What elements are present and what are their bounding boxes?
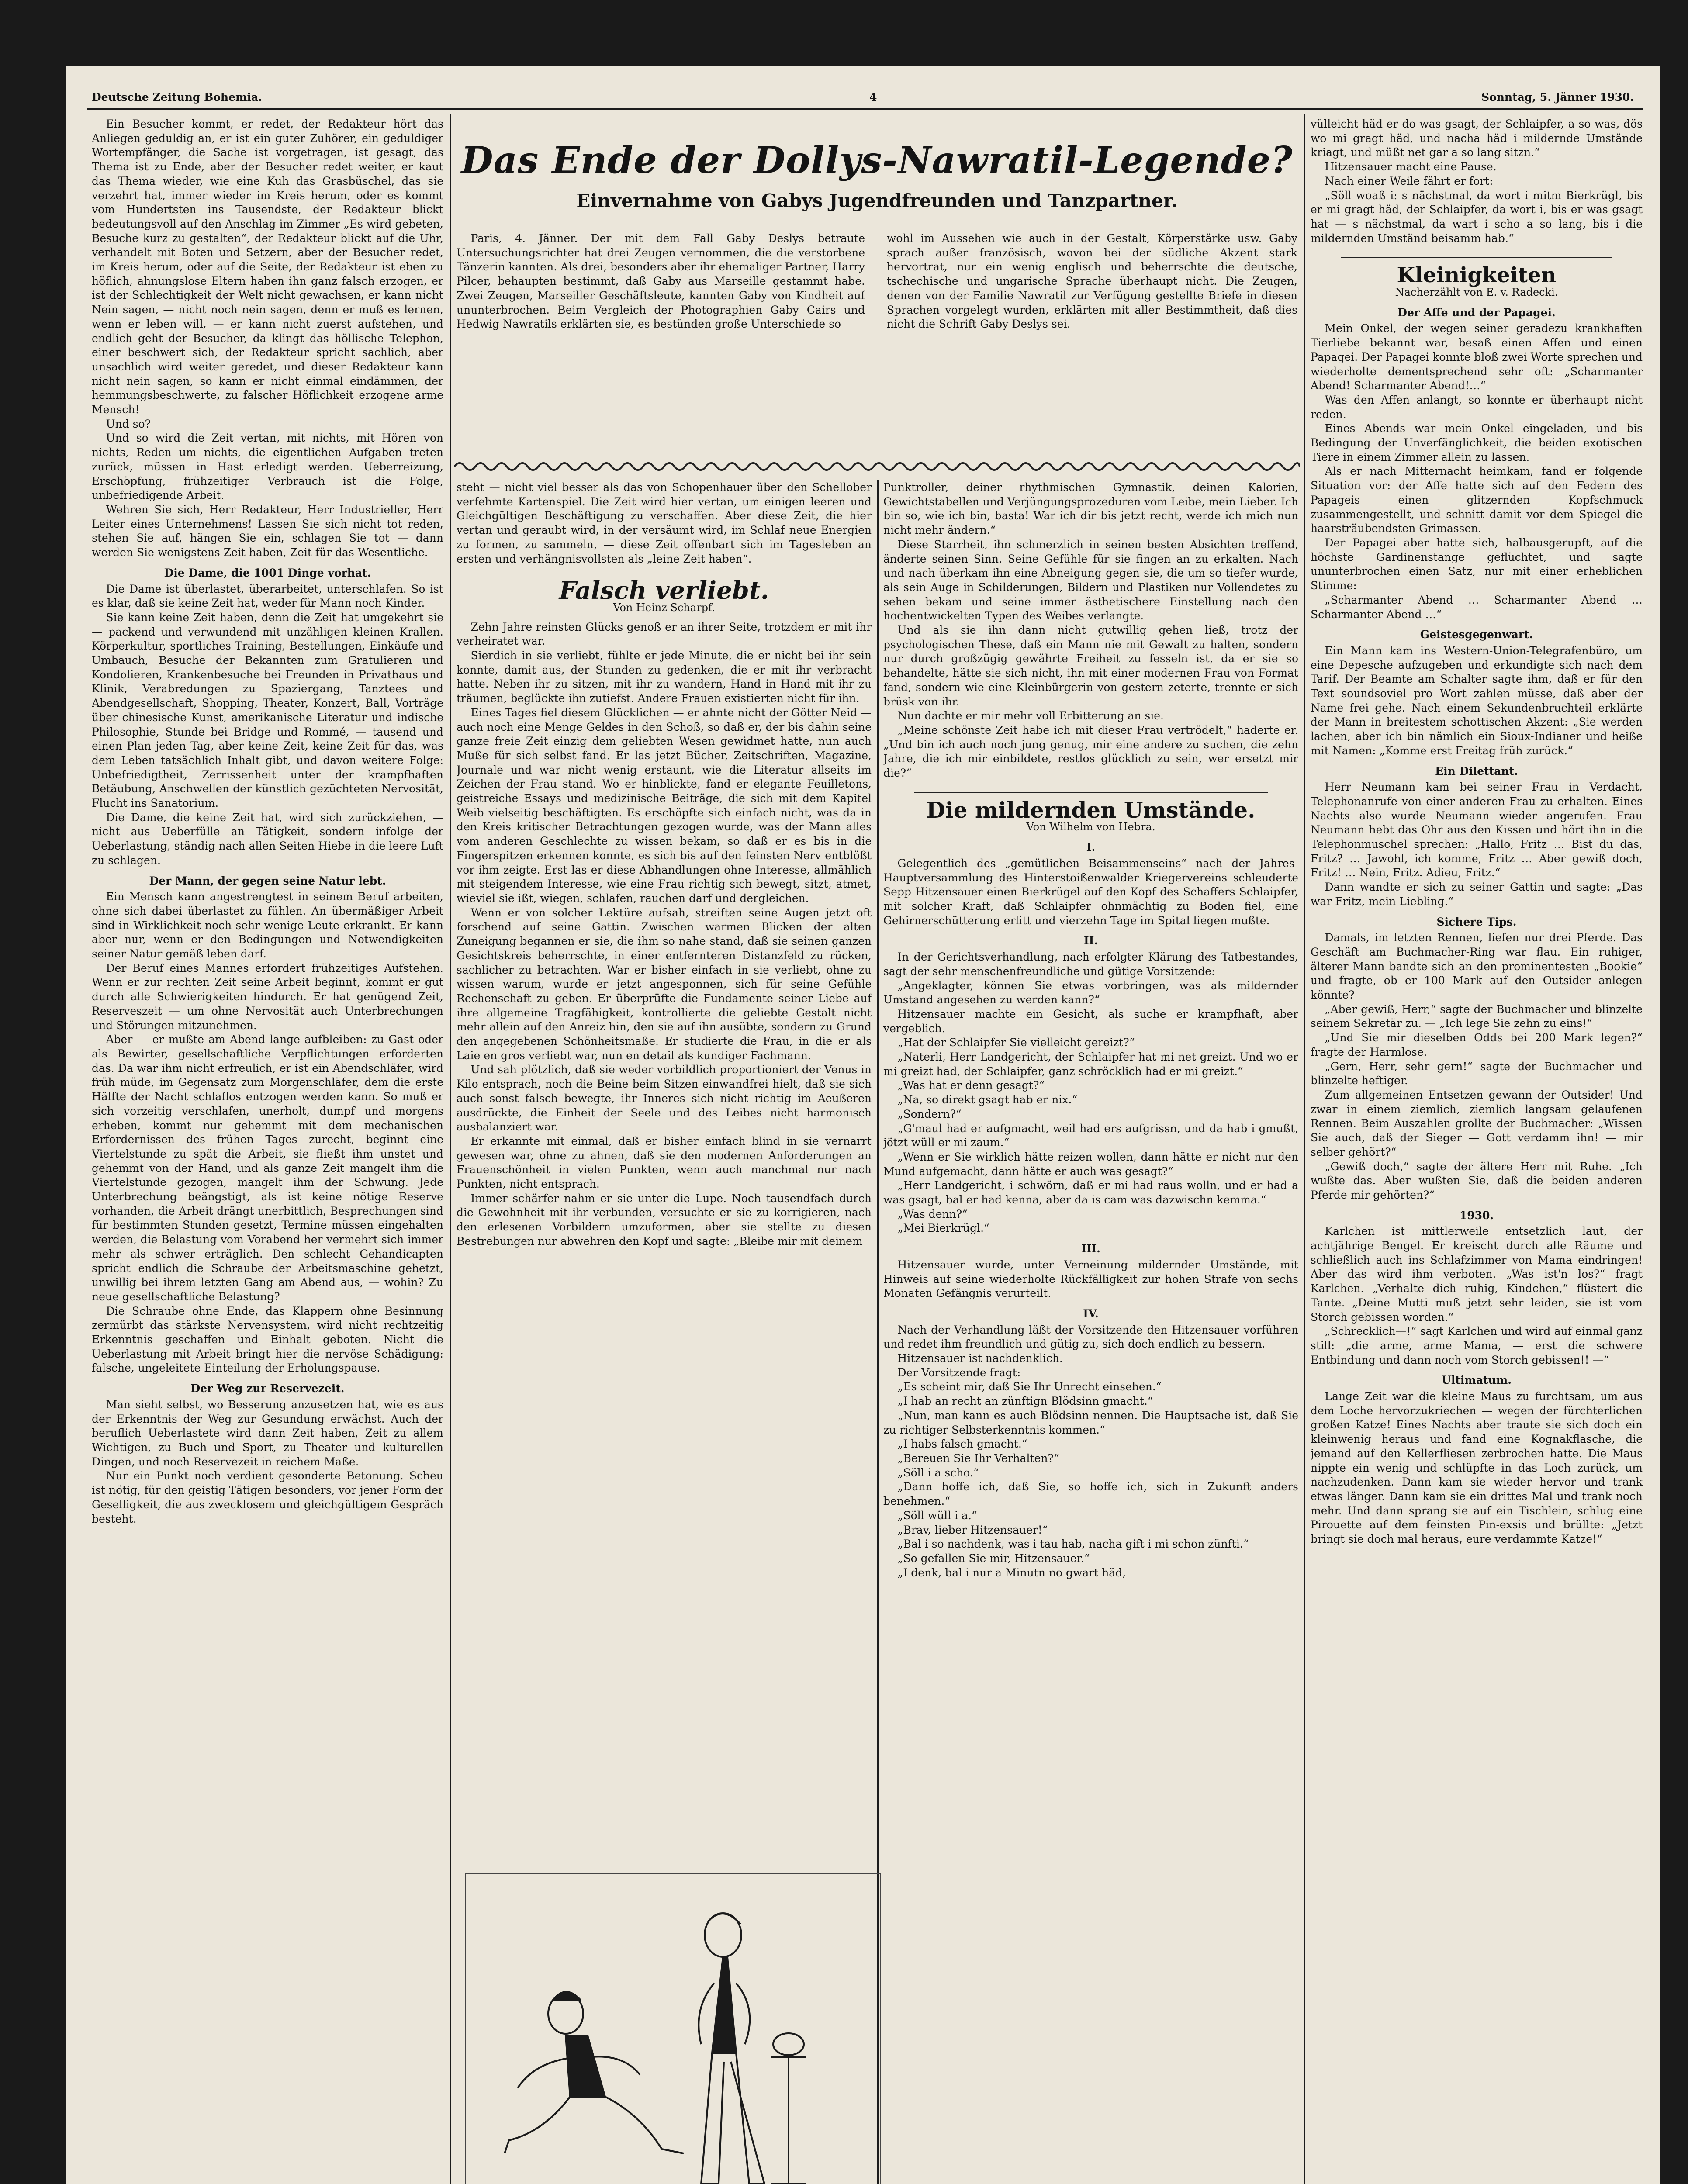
paragraph: Ein Mensch kann angestrengtest in seinem Beruf arbeiten, ohne sich dabei überlastet zu fühlen. An übermäßiger Arbeit sind in Wirklichkeit noch sehr wenige Leute erkrankt. Er kann aber nur, wenn er den Bedingungen und Notwendigkeiten seiner Natur gemäß leben darf. [92, 890, 443, 961]
paragraph: Sie kann keine Zeit haben, denn die Zeit hat umgekehrt sie — packend und verwundend mit unzähligen kleinen Krallen. Körperkultur, sportliches Training, Bestellungen, Einkäufe und Umbauch, Besuche der Bekannten zum Gratulieren und Kondolieren, Krankenbesuche bei Freunden in Privathaus und Klinik, Verabredungen zu Spaziergang, Tanztees und Abendgesellschaft, Shopping, Theater, Konzert, Ball, Vorträge über chinesische Kunst, amerikanische Literatur und indische Philosophie, Stunde bei Bridge und Rommé, — tausend und einen Plan jeden Tag, aber keine Zeit, keine Zeit für das, was dem Leben tatsächlich Inhalt gibt, und davon weitere Folge: Unbefriedigtheit, Zerrissenheit unter der krampfhaften Betäubung, Anschwellen der künstlich gezüchteten Nervosität, Flucht ins Sanatorium. [92, 611, 443, 810]
section-title: Kleinigkeiten [1397, 263, 1557, 288]
item-title: Sichere Tips. [1436, 915, 1517, 928]
part-number: IV. [1083, 1307, 1099, 1320]
paragraph: „Söll woaß i: s nächstmal, da wort i mitm Bierkrügl, bis er mi gragt häd, der Schlaipfer, da wort i, bis er was gsagt hat — s nächstmal, da wart i scho a so lang, bis i die mildernden Umständ beisamm hab.“ [1311, 189, 1643, 245]
paragraph: Hitzensauer macht eine Pause. [1325, 160, 1497, 173]
part-number: III. [1081, 1242, 1100, 1255]
paragraph: vülleicht häd er do was gsagt, der Schlaipfer, a so was, dös wo mi gragt häd, und nacha häd i mildernde Umstände kriagt, und müßt net gar a so lang sitzn.“ [1311, 117, 1643, 159]
paragraph: In der Gerichtsverhandlung, nach erfolgter Klärung des Tatbestandes, sagt der sehr menschenfreundliche und gütige Vorsitzende: [883, 950, 1298, 978]
header-rule [87, 108, 1643, 110]
paragraph: Und so? [106, 417, 151, 430]
paragraph: Damals, im letzten Rennen, liefen nur drei Pferde. Das Geschäft am Buchmacher-Ring war flau. Ein ruhiger, älterer Mann bandte sich an den prominentesten „Bookie“ und fragte, ob er 100 Mark auf den Outsider anlegen könnte? [1311, 931, 1643, 1002]
newspaper-page [66, 66, 1660, 2184]
item-title: Geistesgegenwart. [1420, 628, 1533, 641]
paragraph: „G'maul had er aufgmacht, weil had ers aufgrissn, und da hab i gmußt, jötzt wüll er mi zaum.“ [883, 1122, 1298, 1149]
paragraph: „Wenn er Sie wirklich hätte reizen wollen, dann hätte er nicht nur den Mund aufgemacht, dann hätte er auch was gesagt?“ [883, 1150, 1298, 1178]
paragraph: Diese Starrheit, ihn schmerzlich in seinen besten Absichten treffend, änderte seinen Sinn. Seine Gefühle für sie fingen an zu erkalten. Nach und nach überkam ihn eine Abneigung gegen sie, die um so tiefer wurde, als sein Auge in Schilderungen, Bildern und Plastiken nur Vollendetes zu sehen bekam und seine immer ästhetischere Einstellung nach den hochentwickelten Typen des Weibes verlangte. [883, 538, 1298, 622]
paragraph: „Meine schönste Zeit habe ich mit dieser Frau vertrödelt,“ haderte er. „Und bin ich auch noch jung genug, mir eine andere zu suchen, die zehn Jahre, die ich mir einbildete, restlos glücklich zu sein, wer ersetzt mir die?“ [883, 723, 1298, 780]
paragraph: Hitzensauer machte ein Gesicht, als suche er krampfhaft, aber vergeblich. [883, 1007, 1298, 1035]
paragraph: Der Beruf eines Mannes erfordert frühzeitiges Aufstehen. Wenn er zur rechten Zeit seine Arbeit beginnt, kommt er gut durch alle Schwierigkeiten hindurch. Er hat genügend Zeit, Reserveszeit — um ohne Nervosität auch Unterbrechungen und Störungen mitzunehmen. [92, 961, 443, 1032]
paragraph: Sierdich in sie verliebt, fühlte er jede Minute, die er nicht bei ihr sein konnte, damit aus, der Stunden zu gedenken, die er mit ihr verbracht hatte. Neben ihr zu sitzen, mit ihr zu wandern, Hand in Hand mit ihr zu träumen, beglückte ihn zutiefst. Andere Frauen existierten nicht für ihn. [457, 649, 872, 705]
paragraph: Herr Neumann kam bei seiner Frau in Verdacht, Telephonanrufe von einer anderen Frau zu erhalten. Eines Nachts also wurde Neumann wieder angerufen. Frau Neumann hebt das Ohr aus den Kissen und hört ihn in die Telephonmuschel sprechen: „Hallo, Fritz … Bist du das, Fritz? … Jawohl, ich komme, Fritz … Aber gewiß doch, Fritz! … Nein, Fritz. Adieu, Fritz.“ [1311, 781, 1643, 879]
paragraph: Ein Mann kam ins Western-Union-Telegrafenbüro, um eine Depesche aufzugeben und erkundigte sich nach dem Tarif. Der Beamte am Schalter sagte ihm, daß er für den Text soundsoviel pro Wort zahlen müsse, daß aber der Name frei gehe. Nach einem Sekundenbruchteil erklärte der Mann in breitestem schottischen Akzent: „Sie werden lachen, aber ich bin nämlich ein Sioux-Indianer und heiße mit Namen: „Komme erst Freitag früh zurück.“ [1311, 644, 1643, 757]
paragraph: „Aber gewiß, Herr,“ sagte der Buchmacher und blinzelte seinem Sekretär zu. — „Ich lege Sie zehn zu eins!“ [1311, 1002, 1643, 1030]
paragraph: Eines Tages fiel diesem Glücklichen — er ahnte nicht der Götter Neid — auch noch eine Menge Geldes in den Schoß, so daß er, der bis dahin seine ganze freie Zeit einzig dem geliebten Wesen gewidmet hatte, nun auch Muße für sich selbst fand. Er las jetzt Bücher, Zeitschriften, Magazine, Journale und war nicht wenig erstaunt, wie die Literatur allseits im Zeichen der Frau stand. Wo er hinblickte, fand er elegante Feuilletons, geistreiche Essays und medizinische Beiträge, die sich mit dem Kapitel Weib vielseitig beschäftigten. Es erschöpfte sich einfach nicht, was da in den Kreis kritischer Betrachtungen gezogen wurde, was der Mann alles vom anderen Geschlechte zu wissen bekam, so daß er es bis in die Fingerspitzen erkennen konnte, es sich bis auf den feinsten Nerv entblößt vor ihm zeigte. Erst las er diese Abhandlungen ohne Interesse, allmählich mit steigendem Interesse, wie eine Frau richtig sich bewegt, sitzt, atmet, wieviel sie ißt, wiegen, schlafen, rauchen darf und dergleichen. [457, 706, 872, 905]
paragraph: Mein Onkel, der wegen seiner geradezu krankhaften Tierliebe bekannt war, besaß einen Affen und einen Papagei. Der Papagei konnte bloß zwei Worte sprechen und wiederholte dementsprechend sehr oft: „Scharmanter Abend! Scharmanter Abend!…“ [1311, 322, 1643, 392]
paragraph: Ein Besucher kommt, er redet, der Redakteur hört das Anliegen geduldig an, er ist ein guter Zuhörer, ein geduldiger Wortempfänger, die Sache ist vorgetragen, ist gesagt, das Thema ist zu Ende, aber der Besucher redet weiter, er kaut das Thema wieder, wie eine Kuh das Grasbüschel, das sie verzehrt hat, immer wieder im Kreis herum, oder es kommt vom Hundertsten ins Tausendste, der Redakteur blickt bedeutungsvoll auf den Anschlag im Zimmer „Es wird gebeten, Besuche kurz zu gestalten“, der Redakteur blickt auf die Uhr, verhandelt mit Boten und Setzern, aber der Besucher redet, im Kreis herum, oder auf die Seite, der Redakteur ist eben zu höflich, ahnungslose Eltern haben ihn ganz falsch erzogen, er ist der Schlechtigkeit der Welt nicht gewachsen, er kann nicht Nein sagen, — nicht noch nein sagen, denn er muß es lernen, wenn er leben will, — er kann nicht zuerst aufstehen, und endlich geht der Besucher, da klingt das höllische Telephon, einer beschwert sich, der Redakteur spricht sachlich, aber unsachlich wird weiter geredet, und dieser Redakteur kann nicht nein sagen, so kann er nicht einmal eindämmen, der hemmungsbeschwerte, zu falscher Höflichkeit erzogene arme Mensch! [92, 117, 443, 416]
paragraph: Paris, 4. Jänner. Der mit dem Fall Gaby Deslys betraute Untersuchungsrichter hat drei Zeugen vernommen, die die verstorbene Tänzerin kannten. Als drei, besonders aber ihr ehemaliger Partner, Harry Pilcer, behaupten bestimmt, daß Gaby aus Marseille gestammt habe. Zwei Zeugen, Marseiller Geschäftsleute, kannten Gaby von Kindheit auf ununterbrochen. Beim Vergleich der Photographien Gaby Cairs und Hedwig Nawratils erklärten sie, es bestünden große Unterschiede so [457, 232, 865, 331]
paragraph: Hitzensauer wurde, unter Verneinung mildernder Umstände, mit Hinweis auf seine wiederholte Rückfälligkeit zur hohen Strafe von sechs Monaten Gefängnis verurteilt. [883, 1258, 1298, 1300]
paragraph: Nach einer Weile fährt er fort: [1325, 174, 1493, 187]
column-rule-1 [450, 114, 451, 2184]
story-byline: Von Wilhelm von Hebra. [1026, 821, 1155, 833]
paragraph: Und als sie ihn dann nicht gutwillig gehen ließ, trotz der psychologischen These, daß ein Mann nie mit Gewalt zu halten, sondern nur durch großzügig gewährte Freiheit zu fesseln ist, da er sie so behandelte, hätte sie sich nicht, ihn mit einer modernen Frau von Format fand, sondern wie eine Kleinbürgerin von gestern zeterte, trennte er sich brüsk von ihr. [883, 624, 1298, 708]
story-byline: Von Heinz Scharpf. [613, 601, 715, 614]
paragraph: „Sondern?“ [897, 1107, 962, 1120]
paragraph: „Angeklagter, können Sie etwas vorbringen, was als mildernder Umstand angesehen zu werden kann?“ [883, 979, 1298, 1006]
paragraph: Als er nach Mitternacht heimkam, fand er folgende Situation vor: der Affe hatte sich auf den Federn des Papageis einen glitzernden Kopfschmuck zusammengestellt, und schnitt damit vor dem Spiegel die haarsträubendsten Grimassen. [1311, 465, 1643, 535]
lead-column-right [887, 232, 1297, 459]
paragraph: „Herr Landgericht, i schwörn, daß er mi had raus wolln, und er had a was gsagt, bal er had kenna, aber da is cam was dazwischn kemma.“ [883, 1179, 1298, 1206]
paragraph: steht — nicht viel besser als das von Schopenhauer über den Schellober verfehmte Kartenspiel. Die Zeit wird hier vertan, um einigen leeren und Gleichgültigen Beschäftigung zu verschaffen. Aber diese Zeit, die hier vertan und geraubt wird, in der versäumt wird, im Schlaf neue Energien zu formen, zu sammeln, — diese Zeit offenbart sich im Tagesleben an ersten und verhängnisvollsten als „leine Zeit haben“. [457, 481, 872, 565]
paragraph: „Und Sie mir dieselben Odds bei 200 Mark legen?“ fragte der Harmlose. [1311, 1031, 1643, 1058]
item-title: Ultimatum. [1442, 1374, 1512, 1387]
page-number: 4 [869, 91, 877, 104]
paragraph: Lange Zeit war die kleine Maus zu furchtsam, um aus dem Loche hervorzukriechen — wegen der fürchterlichen großen Katze! Eines Nachts aber traute sie sich doch ein kleinwenig heraus und fand eine Kognakflasche, die jemand auf den Kellerfliesen zerbrochen hatte. Die Maus nippte ein wenig und schlüpfte in das Loch zurück, um nachzudenken. Dann kam sie wieder hervor und trank etwas länger. Dann kam sie ein drittes Mal und trank noch mehr. Und dann sprang sie auf ein Tischlein, schlug eine Pirouette auf dem feinsten Pin-exsis und brüllte: „Jetzt bringt sie doch mal heraus, eure verdammte Katze!“ [1311, 1390, 1643, 1546]
paragraph: „Brav, lieber Hitzensauer!“ [897, 1523, 1048, 1536]
paragraph: „Söll i a scho.“ [897, 1466, 979, 1479]
paragraph: Nach der Verhandlung läßt der Vorsitzende den Hitzensauer vorführen und redet ihm freundlich und gütig zu, sich doch endlich zu bessern. [883, 1323, 1298, 1351]
story-title: Die mildernden Umstände. [926, 797, 1256, 823]
paragraph: Er erkannte mit einmal, daß er bisher einfach blind in sie vernarrt gewesen war, ohne zu ahnen, daß sie den modernen Anforderungen an Frauenschönheit in vielen Punkten, wenn auch manchmal nur nach Punkten, nicht entsprach. [457, 1134, 872, 1191]
paragraph: Wenn er von solcher Lektüre aufsah, streiften seine Augen jetzt oft forschend auf seine Gattin. Zwischen warmen Blicken der alten Zuneigung begannen er sie, die ihm so nahe stand, daß sie seinen ganzen Gesichtskreis beherrschte, in einer entfernteren Distanzfeld zu rücken, sachlicher zu betrachten. War er bisher einfach in sie verliebt, ohne zu wissen warum, wurde er jetzt angesponnen, sich für seine Gefühle Rechenschaft zu geben. Er überprüfte die Fundamente seiner Liebe auf ihre allgemeine Tragfähigkeit, kontrollierte die geliebte Gestalt nicht mehr allein auf den Anreiz hin, den sie auf ihn ausübte, sondern zu Grund den angegebenen Schönheitsmaße. Er studierte die Frau, in die er als Laie en gros verliebt war, nun en detail als kundiger Fachmann. [457, 906, 872, 1062]
paragraph: „Gern, Herr, sehr gern!“ sagte der Buchmacher und blinzelte heftiger. [1311, 1060, 1643, 1087]
paragraph: Der Papagei aber hatte sich, halbausgerupft, auf die höchste Gardinenstange geflüchtet, und sagte ununterbrochen einen Satz, nur mit einer erheblichen Stimme: [1311, 536, 1643, 592]
paragraph: „Schrecklich—!“ sagt Karlchen und wird auf einmal ganz still: „die arme, arme Mama, — erst die schwere Entbindung und dann noch vom Storch gebissen!! —“ [1311, 1325, 1643, 1366]
paragraph: „Was hat er denn gesagt?“ [897, 1079, 1045, 1092]
part-number: I. [1086, 841, 1096, 854]
paragraph: „Dann hoffe ich, daß Sie, so hoffe ich, sich in Zukunft anders benehmen.“ [883, 1480, 1298, 1508]
paragraph: Die Dame ist überlastet, überarbeitet, unterschlafen. So ist es klar, daß sie keine Zeit hat, weder für Mann noch Kinder. [92, 582, 443, 610]
paragraph: Aber — er mußte am Abend lange aufbleiben: zu Gast oder als Bewirter, gesellschaftliche Verpflichtungen erforderten das. Da war ihm nicht erfreulich, er ist ein Abendschläfer, wird früh müde, im Gegensatz zum Morgenschläfer, dem die erste Hälfte der Nacht schlaflos entzogen werden kann. So muß er sich vorzeitig verschlafen, unerholt, dumpf und morgens erheben, kommt nur gehemmt mit dem mechanischen Erfordernissen des frühen Tages zurecht, beginnt eine Viertelstunde zu spät die Arbeit, sie fließt ihm unstet und gehemmt von der Hand, und als ganze Zeit mangelt ihm die Viertelstunde gezogen, mangelt ihm der Schwung. Jede Unterbrechung beängstigt, als ist keine nötige Reserve vorhanden, die Arbeit drängt unerbittlich, Besprechungen sind für bestimmten Stunden gesetzt, Termine müssen eingehalten werden, die Belastung vom Vorabend her vermehrt sich immer mehr als schwer erträglich. Den schlecht Gehandicapten spricht endlich die Schraube der Arbeitsmaschine gehetzt, unwillig bei ihrem letzten Gang am Abend aus, — wohin? Zu neue gesellschaftliche Belastung? [92, 1033, 443, 1303]
paragraph: „Na, so direkt gsagt hab er nix.“ [897, 1093, 1078, 1106]
paragraph: „Bal i so nachdenk, was i tau hab, nacha gift i mi schon zünfti.“ [897, 1538, 1249, 1551]
paragraph: „So gefallen Sie mir, Hitzensauer.“ [897, 1552, 1090, 1565]
cartoon-illustration [457, 1870, 889, 2184]
paragraph: „Nun, man kann es auch Blödsinn nennen. Die Hauptsache ist, daß Sie zu richtiger Selbsterkenntnis kommen.“ [883, 1409, 1298, 1436]
masthead-left: Deutsche Zeitung Bohemia. [92, 91, 262, 104]
story-title: Falsch verliebt. [559, 576, 769, 605]
paragraph: Nun dachte er mir mehr voll Erbitterung an sie. [897, 709, 1164, 722]
paragraph: wohl im Aussehen wie auch in der Gestalt, Körperstärke usw. Gaby sprach außer französisch, wovon bei der südliche Akzent stark hervortrat, nur ein wenig englisch und beherrschte die deutsche, tschechische und ungarische Sprache überhaupt nicht. Die Zeugen, denen von der Familie Nawratil zur Verfügung gestellte Briefe in diesen Sprachen vorgelegt wurden, erklärten mit aller Bestimmtheit, daß dies nicht die Schrift Gaby Deslys sei. [887, 232, 1297, 331]
paragraph: „Gewiß doch,“ sagte der ältere Herr mit Ruhe. „Ich wußte das. Aber wußten Sie, daß die beiden anderen Pferde mir gehörten?“ [1311, 1160, 1643, 1201]
paragraph: Der Vorsitzende fragt: [897, 1366, 1021, 1379]
paragraph: „Bereuen Sie Ihr Verhalten?“ [897, 1452, 1059, 1465]
divider [1341, 256, 1612, 258]
paragraph: Und so wird die Zeit vertan, mit nichts, mit Hören von nichts, Reden um nichts, die eigentlichen Aufgaben treten zurück, müssen in Hast erledigt werden. Ueberreizung, Erschöpfung, frühzeitiger Verbrauch ist die Folge, unbefriedigende Arbeit. [92, 432, 443, 502]
section-title: Der Weg zur Reservezeit. [190, 1382, 345, 1395]
paragraph: Und sah plötzlich, daß sie weder vorbildlich proportioniert der Venus in Kilo entsprach, noch die Beine beim Sitzen einwandfrei hielt, daß sie sich auch sonst falsch bewegte, ihr Inneres sich nicht richtig im Aeußeren ausdrückte, die Einheit der Seele und des Leibes nicht harmonisch ausbalanziert war. [457, 1063, 872, 1133]
paragraph: „Scharmanter Abend … Scharmanter Abend … Scharmanter Abend …“ [1311, 593, 1643, 621]
divider [914, 791, 1268, 793]
section-byline: Nacherzählt von E. v. Radecki. [1395, 286, 1558, 299]
paragraph: „Hat der Schlaipfer Sie vielleicht gereizt?“ [897, 1036, 1135, 1049]
paragraph: Dann wandte er sich zu seiner Gattin und sagte: „Das war Fritz, mein Liebling.“ [1311, 881, 1643, 908]
lead-column-left [457, 232, 865, 459]
section-title: Der Mann, der gegen seine Natur lebt. [149, 874, 386, 887]
paragraph: Punktroller, deiner rhythmischen Gymnastik, deinen Kalorien, Gewichtstabellen und Verjüngungsprozeduren vom Leibe, mein Lieber. Ich bin so, wie ich bin, basta! War ich dir bis jetzt recht, werde ich mich nun nicht mehr ändern.“ [883, 481, 1298, 537]
paragraph: Gelegentlich des „gemütlichen Beisammenseins“ nach der Jahres-Hauptversammlung des Hinterstoißenwalder Kriegervereins schleuderte Sepp Hitzensauer einen Bierkrügel auf den Kopf des Schaffers Schlaipfer, mit solcher Kraft, daß Schlaipfer ohnmächtig zu Boden fiel, eine Gehirnerschütterung erlitt und vierzehn Tage im Spital liegen mußte. [883, 857, 1298, 927]
paragraph: Wehren Sie sich, Herr Redakteur, Herr Industrieller, Herr Leiter eines Unternehmens! Lassen Sie sich nicht tot reden, stehen Sie auf, hängen Sie ein, schlagen Sie tot — dann werden Sie wenigstens Zeit haben, Zeit für das Wesentliche. [92, 503, 443, 559]
paragraph: „I hab an recht an zünftign Blödsinn gmacht.“ [897, 1395, 1153, 1408]
paragraph: „I habs falsch gmacht.“ [897, 1438, 1027, 1451]
wave-divider [454, 459, 1300, 474]
column-1 [92, 117, 443, 2184]
paragraph: Man sieht selbst, wo Besserung anzusetzen hat, wie es aus der Erkenntnis der Weg zur Gesundung erwächst. Auch der beruflich Ueberlastete wird dann Zeit haben, Zeit zu allem Wichtigen, zu Buch und Sport, zu Theater und kulturellen Dingen, und noch Reservezeit in reichem Maße. [92, 1398, 443, 1468]
paragraph: Zehn Jahre reinsten Glücks genoß er an ihrer Seite, trotzdem er mit ihr verheiratet war. [457, 620, 872, 648]
column-4 [1311, 117, 1643, 2184]
paragraph: Hitzensauer ist nachdenklich. [897, 1352, 1063, 1365]
paragraph: „Mei Bierkrügl.“ [897, 1222, 989, 1235]
paragraph: Eines Abends war mein Onkel eingeladen, und bis Bedingung der Unverfänglichkeit, die beiden exotischen Tiere in einem Zimmer allein zu lassen. [1311, 422, 1643, 463]
masthead-date: Sonntag, 5. Jänner 1930. [1481, 91, 1634, 104]
lead-headline: Das Ende der Dollys-Nawratil-Legende? [461, 138, 1293, 182]
column-3 [883, 480, 1298, 2184]
item-title: Der Affe und der Papagei. [1397, 306, 1556, 319]
column-rule-3 [1304, 114, 1305, 2184]
item-title: Ein Dilettant. [1435, 764, 1518, 778]
column-2 [457, 480, 872, 1861]
paragraph: „Naterli, Herr Landgericht, der Schlaipfer hat mi net greizt. Und wo er mi greizt had, der Schlaipfer, ganz schröcklich had er mi greizt.“ [883, 1051, 1298, 1078]
paragraph: Immer schärfer nahm er sie unter die Lupe. Noch tausendfach durch die Gewohnheit mit ihr verbunden, versuchte er sie zu korrigieren, nach den erlesenen Vorbildern umzuformen, aber sie stellte zu diesen Bestrebungen nur abwehren den Kopf und sagte: „Bleibe mir mit deinem [457, 1192, 872, 1248]
section-title: Die Dame, die 1001 Dinge vorhat. [164, 566, 371, 579]
paragraph: „Söll wüll i a.“ [897, 1509, 977, 1522]
paragraph: „I denk, bal i nur a Minutn no gwart häd, [897, 1566, 1126, 1579]
part-number: II. [1083, 934, 1098, 947]
paragraph: „Was denn?“ [897, 1207, 968, 1220]
paragraph: Nur ein Punkt noch verdient gesonderte Betonung. Scheu ist nötig, für den geistig Tätigen besonders, vor jener Form der Geselligkeit, die aus zwecklosem und gleichgültigem Gespräch besteht. [92, 1469, 443, 1525]
paragraph: Zum allgemeinen Entsetzen gewann der Outsider! Und zwar in einem ziemlich, ziemlich langsam gelaufenen Rennen. Beim Auszahlen grollte der Buchmacher: „Wissen Sie auch, daß der Sieger — Gott verdamm ihn! — mir selber gehört?“ [1311, 1089, 1643, 1158]
item-title: 1930. [1459, 1209, 1494, 1222]
paragraph: Karlchen ist mittlerweile entsetzlich laut, der achtjährige Bengel. Er kreischt durch alle Räume und schließlich auch ins Schlafzimmer von Mama eindringen! Aber das wird ihm verboten. „Was ist'n los?“ fragt Karlchen. „Verhalte dich ruhig, Kindchen,“ flüstert die Tante. „Deine Mutti muß jetzt sehr leiden, sie ist vom Storch gebissen worden.“ [1311, 1225, 1643, 1324]
lead-subheadline: Einvernahme von Gabys Jugendfreunden und Tanzpartner. [576, 190, 1178, 211]
paragraph: Was den Affen anlangt, so konnte er überhaupt nicht reden. [1311, 393, 1643, 421]
paragraph: Die Schraube ohne Ende, das Klappern ohne Besinnung zermürbt das stärkste Nervensystem, wird nicht rechtzeitig Erkenntnis geschaffen und Einhalt geboten. Nicht die Ueberlastung mit Arbeit bringt hier die nervöse Schädigung: falsche, ungeleitete Einteilung der Erholungspause. [92, 1304, 443, 1375]
paragraph: Die Dame, die keine Zeit hat, wird sich zurückziehen, — nicht aus Ueberfülle an Tätigkeit, sondern infolge der Ueberlastung, ständig nach allen Seiten Hiebe in die leere Luft zu schlagen. [92, 811, 443, 867]
paragraph: „Es scheint mir, daß Sie Ihr Unrecht einsehen.“ [897, 1380, 1162, 1393]
